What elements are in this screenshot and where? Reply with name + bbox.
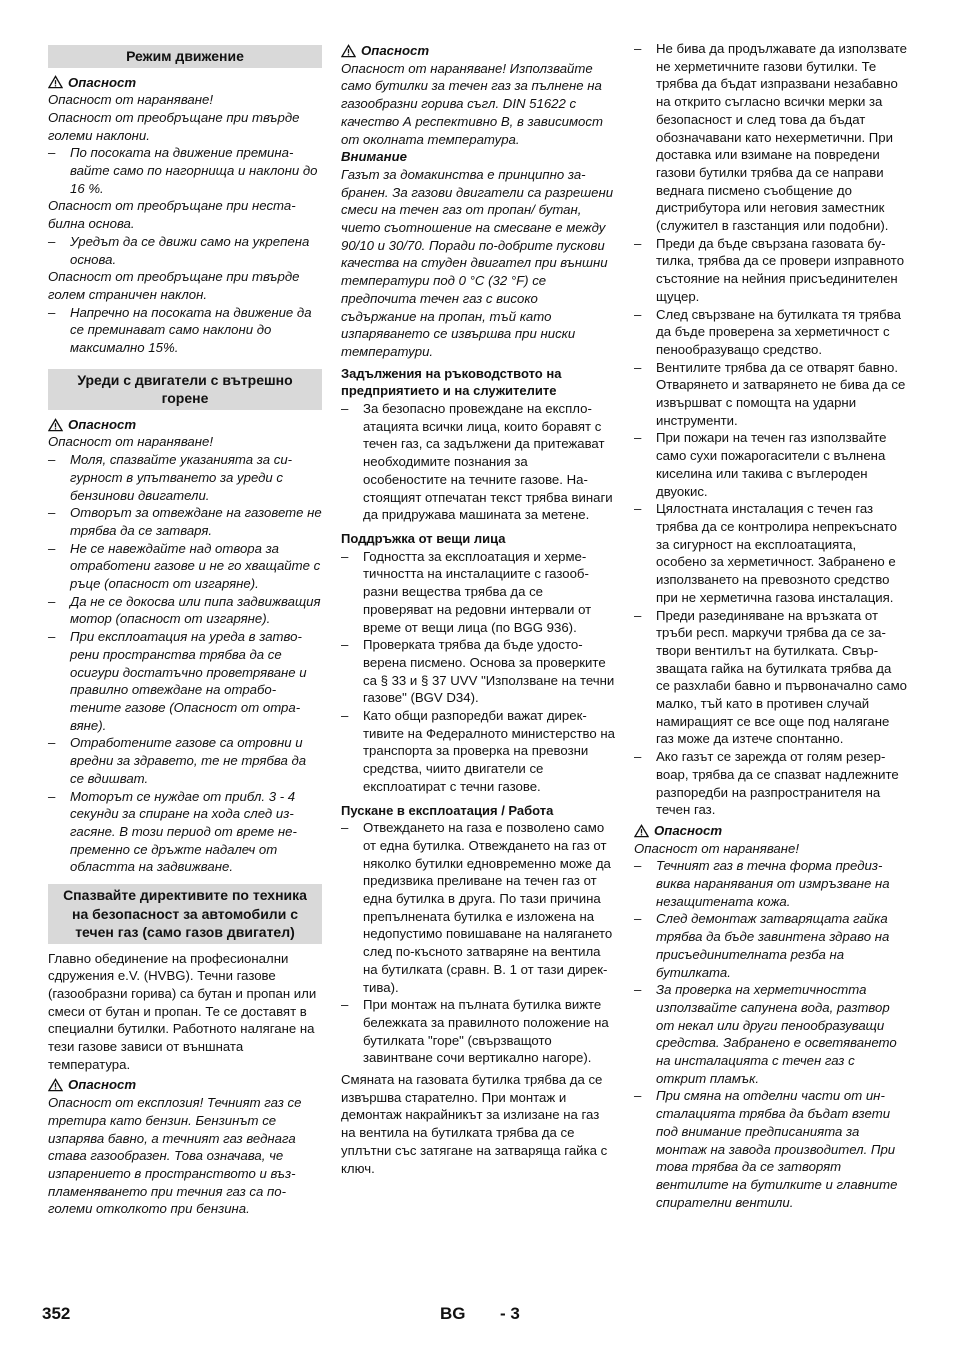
section-heading-driving-mode: Режим движение (48, 45, 322, 68)
danger-text: Опасност от нараняване! Използвайте само бутилки за течен газ за пълнене на газообразни горива съгл. DIN 51622 с качество А респективно В, в зависимост от околната температура. (341, 60, 603, 147)
danger-text: Опасност от експлозия! Течният газ се третира като бензин. Бензинът се изпарява бавно, а течният газ веднага става газообразен. Това означава, че изпарението в пространството и възпламеняването при течния газ са поголеми отколкото при бензина. (48, 1095, 302, 1217)
danger-label: Опасност (634, 822, 908, 840)
body-paragraph: Главно обединение на професионални сдружения e.V. (HVBG). Течни газове (газообразни горива) са бутан и пропан или смеси от бутан и пропан. Те се доставят в специални бутилки. Работното налягане на тези газове зависи от външната температура. (48, 950, 317, 1072)
list-item: – При монтаж на пълната бутилка вижте бележката за правилното положение на бутилката "горе" (свързващото завинтване сочи вертикално нагоре). (341, 997, 609, 1066)
attention-label: Внимание (341, 149, 407, 165)
section-heading-lpg-guidelines: Спазвайте директивите по техника на безопасност за автомобили с течен газ (само газов двигател) (48, 884, 322, 944)
body-paragraph: Смяната на газовата бутилка трябва да се извършва старателно. При монтаж и демонтаж накрайникът за излизане на газ на вентила на бутилката трябва да се уплътни със затягане на затваряща гайка с ключ. (341, 1072, 608, 1176)
subheading-maintenance: Поддръжка от вещи лица (341, 530, 506, 546)
list-item: – Не се навеждайте над отвора за отработени газове и не го хващайте с ръце (опасност от изгаряне). (48, 540, 321, 592)
list-item: – Моля, спазвайте указанията за сигурност в упътването за уреди с бензинови двигатели. (48, 452, 293, 503)
list-item: – Моторът се нуждае от прибл. 3 - 4 секунди за спиране на хода след изгасяне. В този период от време непременно се дръжте надалеч от областта на задвижване. (48, 788, 297, 875)
list-item: – Ако газът се зарежда от голям резервоар, трябва да се спазват надлежните разпоредби на разпространителя на течен газ. (634, 749, 899, 818)
list-item: – При пожари на течен газ използвайте само сухи пожарогасители с вълнена киселина или такива с въглероден двуокис. (634, 430, 887, 499)
list-item: – Вентилите трябва да се отварят бавно. Отварянето и затварянето не бива да се извършват с помощта на ударни инструменти. (634, 359, 906, 428)
list-item: – Уредът да се движи само на укрепена основа. (48, 233, 310, 267)
subheading-operation: Пускане в експлоатация / Работа (341, 802, 554, 818)
list-item: – Преди да бъде свързана газовата бутилка, трябва да се провери изправното състояние на нейния присъединителен щуцер. (634, 235, 905, 304)
danger-text: Опасност от преобръщане при нестабилна основа. (48, 198, 296, 232)
subheading-duties: Задължения на ръководството на предприятието и на служителите (341, 365, 562, 399)
danger-text: Опасност от нараняване! (634, 840, 800, 856)
list-item: – Преди разединяване на връзката от тръби респ. маркучи трябва да се затвори вентилът на бутилката. Свързващата гайка на бутилката трябва да се разхлаби бавно и първоначално само малко, тъй като в противен случай намиращият се все още под налягане газ може да изтече спонтанно. (634, 607, 908, 747)
danger-label: Опасност (341, 42, 615, 60)
column-2 (341, 40, 615, 1177)
warning-triangle-icon (48, 418, 63, 432)
language-code: BG (440, 1304, 466, 1323)
list-item: – Не бива да продължавате да използвате не херметичните газови бутилки. Те трябва да бъдат изпразвани незабавно на открито съгласно всички мерки за безопасност и след това да бъдат обозначавани като нехерметични. При доставка или взимане на повредени газови бутилки трябва да се направи веднага писмено съобщение до дистрибутора или неговия заместник (служител в газстанция или подобни). (634, 41, 907, 234)
list-item: – Отвеждането на газа е позволено само от една бутилка. Отвеждането на газ от няколко бутилки едновременно може да предизвика преливане на течен газ от една бутилка в друга. По тази причина препълнената бутилка е изложена на недопустимо повишаване на налягането след по-късното затваряне на вентила на бутилката (сравн. В. 1 от тази директива). (341, 820, 613, 995)
list-item: – При експлоатация на уреда в затворени пространства трябва да се осигури достатъчно проветряване и правилно отвеждане на отработените газове (Опасност от отравяне). (48, 629, 307, 733)
danger-text: Опасност от нараняване! (48, 92, 214, 108)
section-heading-combustion-engines: Уреди с двигатели с вътрешно горене (48, 369, 322, 410)
danger-text: Опасност от преобръщане при твърде голем страничен наклон. (48, 269, 300, 302)
section-page-number: - 3 (500, 1304, 520, 1323)
column-3 (634, 40, 908, 1211)
list-item: – По посоката на движение преминавайте само по нагорнища и наклони до 16 %. (48, 145, 318, 196)
list-item: – Отработените газове са отровни и вредни за здравето, те не трябва да се вдишват. (48, 735, 307, 786)
list-item: – За проверка на херметичността използвайте сапунена вода, разтвор от некал или други пенообразуващи средства. Забранено е осветяването на инсталацията с течен газ с открит пламък. (634, 982, 897, 1086)
attention-text: Газът за домакинства е принципно забранен. За газови двигатели са разрешени смеси на течен газ от пропан/ бутан, чието съотношение на смесване е между 90/10 и 30/70. Поради по-добрите пускови качества на студен двигател при външни температури под 0 °C (32 °F) се предпочита течен газ с високо съдържание на пропан, тъй като изпаряването се извършва при ниски температури. (341, 166, 614, 359)
warning-triangle-icon (48, 1078, 63, 1092)
list-item: – При смяна на отделни части от инсталацията трябва да бъдат взети под внимание предписанията за монтаж на завода производител. При това трябва да се затворят вентилите на бутилките и главните спирателни вентили. (634, 1088, 898, 1210)
warning-triangle-icon (341, 44, 356, 58)
warning-triangle-icon (634, 824, 649, 838)
list-item: – След демонтаж затварящата гайка трябва да бъде завинтена здраво на присъединителната резба на бутилката. (634, 911, 890, 980)
list-item: – Отворът за отвеждане на газовете не трябва да се затваря. (48, 505, 322, 538)
list-item: – Напречно на посоката на движение да се преминават само наклони до максимално 15%. (48, 304, 312, 356)
danger-label: Опасност (48, 1076, 322, 1094)
column-1 (48, 40, 322, 1218)
page-number: 352 (42, 1304, 71, 1323)
list-item: – Течният газ в течна форма предизвиква наранявания от измръзване на незащитената кожа. (634, 858, 890, 909)
danger-text: Опасност от преобръщане при твърде големи наклони. (48, 109, 300, 143)
list-item: – Годността за експлоатация и херметичността на инсталациите с газообразни вещества трябва да се проверяват на редовни интервали от време от вещи лица (по BGG 936). (341, 548, 592, 635)
danger-text: Опасност от нараняване! (48, 434, 214, 450)
list-item: – Като общи разпоредби важат директивите на Федералното министерство на транспорта за проверка на превозни средства, чиито двигатели се експлоатират с течни газове. (341, 708, 615, 794)
warning-triangle-icon (48, 75, 63, 89)
danger-label: Опасност (48, 416, 322, 434)
list-item: – Цялостната инсталация с течен газ трябва да се контролира непрекъснато за сигурност на експлоатацията, особено за херметичност. Забранено е използването на превозното средство при не херметична газова инсталация. (634, 501, 897, 605)
list-item: – След свързване на бутилката тя трябва да бъде проверена за херметичност с пенообразуващо средство. (634, 306, 901, 357)
list-item: – Да не се докосва или пипа задвижващия мотор (опасност от изгаряне). (48, 593, 321, 627)
danger-label: Опасност (48, 74, 322, 92)
list-item: – Проверката трябва да бъде удостоверена писмено. Основа за проверките са § 33 и § 37 UVV "Използване на течни газове" (BGV D34). (341, 637, 615, 706)
list-item: – За безопасно провеждане на експлоатацията всички лица, които боравят с течен газ, са задължени да притежават необходимите познания за особеностите на течните газове. Настоящият отпечатан текст трябва винаги да придружава машината за метене. (341, 401, 613, 523)
